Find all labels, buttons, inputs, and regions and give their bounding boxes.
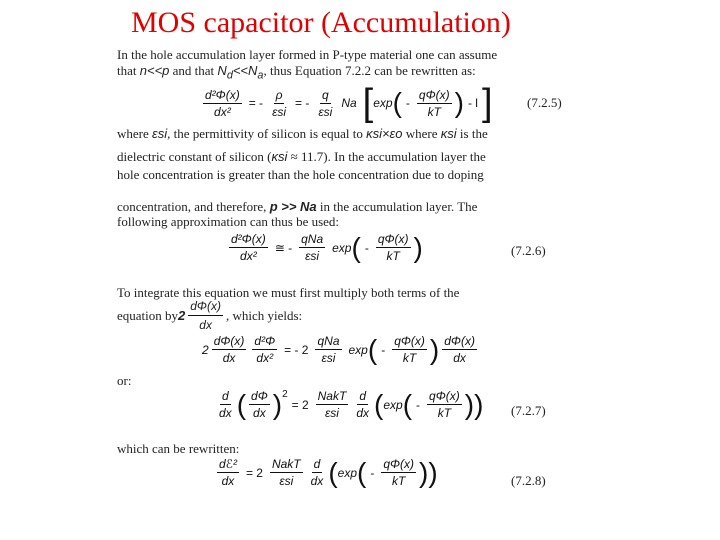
paren: ( bbox=[328, 456, 338, 488]
equation-number: (7.2.8) bbox=[511, 473, 546, 488]
paren: ( bbox=[402, 388, 413, 420]
denominator: kT bbox=[402, 351, 417, 365]
denominator: dx bbox=[221, 474, 235, 488]
operator: ≅ - bbox=[274, 240, 293, 255]
fraction bbox=[316, 88, 334, 119]
denominator: εsi bbox=[318, 104, 333, 119]
text: concentration, and therefore, bbox=[117, 199, 270, 214]
paren: ) bbox=[272, 388, 283, 420]
paren: ( bbox=[351, 231, 361, 263]
denominator: dx bbox=[219, 406, 232, 420]
fraction bbox=[217, 457, 239, 488]
numerator: d bbox=[222, 389, 229, 403]
paren: ) bbox=[454, 87, 464, 118]
sub-a: a bbox=[257, 69, 264, 82]
sub-d: d bbox=[226, 69, 233, 82]
fraction bbox=[354, 389, 371, 420]
numerator: d²Φ(x) bbox=[231, 232, 266, 246]
var-kappa-eps: κsi×εo bbox=[366, 126, 403, 141]
fraction bbox=[417, 88, 452, 119]
coefficient: 2 bbox=[202, 342, 209, 357]
fraction bbox=[249, 389, 270, 420]
exp: exp bbox=[348, 342, 368, 357]
equation-7-2-6 bbox=[226, 232, 423, 263]
para1-line1: In the hole accumulation layer formed in P-type material one can assume bbox=[117, 47, 498, 62]
numerator: qΦ(x) bbox=[429, 389, 460, 403]
or-label: or: bbox=[117, 373, 132, 388]
operator: = - bbox=[295, 96, 310, 110]
para2-line2 bbox=[117, 149, 486, 165]
equation-7-2-5 bbox=[200, 84, 493, 122]
paren: ( bbox=[236, 388, 247, 420]
denominator: kT bbox=[427, 104, 441, 119]
exp: exp bbox=[337, 465, 357, 480]
numerator: d bbox=[359, 389, 366, 403]
paren: ( bbox=[357, 456, 367, 488]
var-Na: Na bbox=[341, 96, 357, 110]
numerator: qΦ(x) bbox=[383, 457, 415, 471]
operator: - bbox=[416, 397, 421, 412]
operator: - bbox=[370, 465, 375, 480]
exp: exp bbox=[332, 240, 352, 255]
fraction bbox=[229, 232, 268, 263]
fraction bbox=[270, 457, 303, 488]
operator: - bbox=[364, 240, 369, 255]
operator: - bbox=[381, 342, 386, 357]
operator: - bbox=[405, 96, 410, 110]
var-kappa-si: κsi bbox=[271, 149, 288, 164]
numerator: q bbox=[321, 87, 329, 102]
numerator: d bbox=[313, 457, 321, 471]
denominator: εsi bbox=[325, 406, 339, 420]
operator: - l bbox=[467, 96, 478, 110]
denominator: dx bbox=[356, 406, 369, 420]
var-n-p: n<<p bbox=[139, 63, 170, 78]
coefficient: 2 bbox=[178, 307, 186, 323]
text: ≈ 11.7). In the accumulation layer the bbox=[287, 149, 486, 164]
fraction bbox=[252, 334, 277, 365]
fraction bbox=[316, 389, 349, 420]
bracket: [ bbox=[362, 82, 374, 124]
equation-7-2-8 bbox=[214, 457, 438, 488]
fraction bbox=[381, 457, 416, 488]
text: where bbox=[402, 126, 441, 141]
numerator: qNa bbox=[301, 232, 324, 246]
numerator: qNa bbox=[317, 334, 340, 348]
text: and that bbox=[169, 63, 218, 78]
text: , which yields: bbox=[225, 307, 303, 323]
text: , thus Equation 7.2.2 can be rewritten as: bbox=[263, 63, 476, 78]
text: equation by bbox=[117, 307, 179, 323]
para1-line2 bbox=[117, 63, 476, 84]
denominator: kT bbox=[386, 249, 400, 263]
equation-number: (7.2.5) bbox=[527, 95, 562, 110]
exp: exp bbox=[373, 96, 393, 110]
bracket: ] bbox=[481, 82, 493, 124]
fraction bbox=[309, 457, 326, 488]
para3-line2 bbox=[117, 298, 302, 333]
var-p-Na: p >> Na bbox=[269, 199, 317, 214]
page-title: MOS capacitor (Accumulation) bbox=[131, 6, 511, 39]
paren: ) bbox=[464, 388, 475, 420]
equation-7-2-7 bbox=[214, 389, 483, 420]
para2-line3: hole concentration is greater than the hole concentration due to doping bbox=[117, 167, 484, 182]
var-N: <<N bbox=[232, 63, 258, 78]
fraction bbox=[299, 232, 325, 263]
denominator: dx² bbox=[240, 249, 257, 263]
para3-line1: To integrate this equation we must first multiply both terms of the bbox=[117, 285, 460, 300]
fraction bbox=[270, 88, 288, 119]
denominator: dx bbox=[222, 351, 236, 365]
operator: = - bbox=[248, 96, 264, 110]
paren: ) bbox=[419, 456, 429, 488]
denominator: εsi bbox=[321, 351, 336, 365]
numerator: qΦ(x) bbox=[377, 232, 409, 246]
var-N: N bbox=[217, 63, 227, 78]
operator: = 2 bbox=[245, 465, 263, 480]
denominator: dx² bbox=[256, 351, 274, 365]
fraction bbox=[212, 334, 247, 365]
paren: ( bbox=[374, 388, 384, 420]
exponent: 2 bbox=[282, 389, 288, 400]
text: , the permittivity of silicon is equal to bbox=[167, 126, 367, 141]
numerator: ρ bbox=[275, 87, 283, 102]
text: dielectric constant of silicon ( bbox=[117, 149, 272, 164]
fraction bbox=[203, 88, 242, 119]
equation-multiplied bbox=[202, 334, 480, 365]
denominator: dx bbox=[199, 318, 212, 332]
para2-line5: following approximation can thus be used: bbox=[117, 214, 340, 229]
fraction bbox=[217, 389, 234, 420]
numerator: qΦ(x) bbox=[394, 334, 425, 348]
fraction bbox=[376, 232, 411, 263]
paren: ) bbox=[474, 388, 484, 420]
equation-number: (7.2.7) bbox=[511, 403, 546, 418]
text: where bbox=[117, 126, 153, 141]
denominator: dx bbox=[253, 406, 266, 420]
denominator: dx bbox=[310, 474, 324, 488]
fraction bbox=[315, 334, 341, 365]
paren: ) bbox=[429, 333, 440, 365]
denominator: εsi bbox=[279, 474, 294, 488]
fraction bbox=[442, 334, 477, 365]
denominator: dx bbox=[453, 351, 466, 365]
numerator: dΦ(x) bbox=[213, 334, 245, 348]
numerator: qΦ(x) bbox=[418, 87, 450, 102]
numerator: d²Φ bbox=[254, 334, 276, 348]
fraction bbox=[188, 298, 223, 333]
denominator: kT bbox=[437, 406, 452, 420]
para2-line4 bbox=[117, 199, 477, 215]
numerator: dΦ(x) bbox=[188, 298, 223, 316]
var-epsilon-si: εsi bbox=[152, 126, 168, 141]
exp: exp bbox=[383, 397, 403, 412]
text: that bbox=[117, 63, 140, 78]
fraction bbox=[392, 334, 427, 365]
paren: ) bbox=[428, 456, 438, 488]
equation-number: (7.2.6) bbox=[511, 243, 546, 258]
var-kappa-si: κsi bbox=[440, 126, 457, 141]
numerator: NakT bbox=[271, 457, 301, 471]
fraction bbox=[427, 389, 462, 420]
operator: = 2 bbox=[291, 397, 309, 412]
numerator: d²Φ(x) bbox=[205, 87, 240, 102]
denominator: εsi bbox=[305, 249, 320, 263]
denominator: kT bbox=[392, 474, 406, 488]
which-label: which can be rewritten: bbox=[117, 441, 240, 456]
paren: ( bbox=[392, 87, 402, 118]
para2-line1 bbox=[117, 126, 488, 142]
operator: = - 2 bbox=[284, 342, 309, 357]
paren: ) bbox=[413, 231, 423, 263]
numerator: dℰ² bbox=[219, 457, 237, 471]
denominator: dx² bbox=[214, 104, 231, 119]
denominator: εsi bbox=[272, 104, 287, 119]
paren: ( bbox=[367, 333, 378, 365]
text: in the accumulation layer. The bbox=[316, 199, 478, 214]
numerator: dΦ bbox=[251, 389, 268, 403]
numerator: dΦ(x) bbox=[444, 334, 475, 348]
numerator: NakT bbox=[317, 389, 347, 403]
text: is the bbox=[456, 126, 488, 141]
